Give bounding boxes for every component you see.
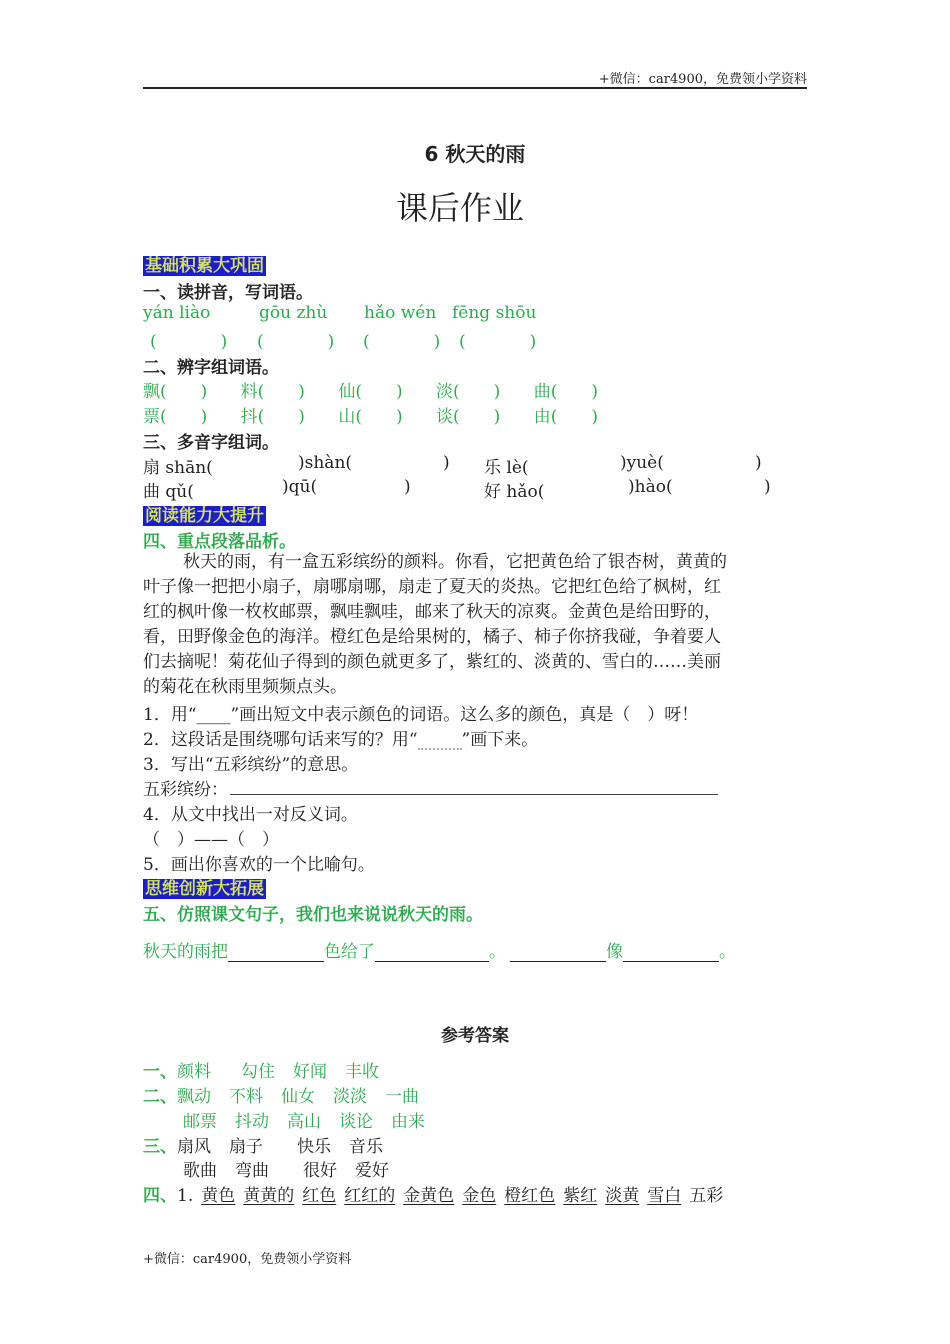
answer-4 — [143, 1181, 723, 1206]
q5-heading: 五、仿照课文句子，我们也来说说秋天的雨。 — [143, 905, 483, 925]
q1-pinyin-1: yán liào — [143, 303, 211, 323]
q2-paren[interactable]: ( ) — [257, 407, 305, 427]
section-thinking-tag — [143, 874, 266, 899]
q2-paren[interactable]: ( ) — [453, 407, 501, 427]
answer-word: 丰收 — [345, 1062, 379, 1082]
answer-word: 抖动 — [235, 1112, 269, 1132]
q5-text-5: 。 — [719, 942, 736, 962]
answer-word: 好闻 — [293, 1062, 327, 1082]
answer-word: 高山 — [287, 1112, 321, 1132]
q3-shan: 扇 shān( — [143, 458, 213, 478]
q2-paren[interactable]: ( ) — [160, 382, 208, 402]
q1-blank-1[interactable]: ( ) — [150, 332, 238, 352]
q2-char: 票 — [143, 407, 160, 427]
answer-4-prefix: 1. — [177, 1186, 194, 1206]
q4-sub3-answer-line[interactable] — [230, 794, 718, 795]
q5-text-4: 像 — [606, 942, 623, 962]
answer-3-row1 — [143, 1132, 383, 1157]
answer-color-word: 淡黄 — [605, 1186, 640, 1206]
answer-word: 爱好 — [355, 1161, 389, 1181]
answer-2-row2 — [183, 1107, 425, 1132]
q5-blank-3[interactable] — [510, 943, 606, 962]
passage-line: 红的枫叶像一枚枚邮票，飘哇飘哇，邮来了秋天的凉爽。金黄色是给田野的， — [143, 602, 721, 622]
q4-sub4: 4．从文中找出一对反义词。 — [143, 805, 358, 825]
answer-color-word: 紫红 — [563, 1186, 598, 1206]
q2-paren[interactable]: ( ) — [160, 407, 208, 427]
passage-line: 叶子像一把把小扇子，扇哪扇哪，扇走了夏天的炎热。它把红色给了枫树，红 — [143, 577, 721, 597]
answer-color-word: 黄黄的 — [243, 1186, 295, 1206]
q2-char: 由 — [533, 407, 551, 427]
answer-color-word: 雪白 — [647, 1186, 682, 1206]
q4-sub1: 1．用“____”画出短文中表示颜色的词语。这么多的颜色，真是（ ）呀！ — [143, 705, 699, 725]
answer-color-word: 金黄色 — [403, 1186, 455, 1206]
answer-word: 扇风 — [177, 1137, 211, 1157]
q3-close2: ) — [755, 453, 762, 473]
q1-heading: 一、读拼音，写词语。 — [143, 283, 313, 303]
answer-2-label: 二、 — [143, 1087, 177, 1107]
q5-blank-4[interactable] — [623, 943, 719, 962]
answer-word: 不料 — [229, 1087, 263, 1107]
q3-close3: ) — [404, 477, 411, 497]
answer-3-row2 — [183, 1156, 389, 1181]
q3-close4: ) — [764, 477, 771, 497]
answer-word: 颜料 — [177, 1062, 211, 1082]
q2-char: 仙 — [338, 382, 356, 402]
answer-word: 一曲 — [385, 1087, 419, 1107]
q1-blank-4[interactable]: ( ) — [459, 332, 547, 352]
q4-sub4-blank[interactable]: （ ）——（ ） — [143, 830, 279, 850]
answer-word: 仙女 — [281, 1087, 315, 1107]
q2-char: 抖 — [240, 407, 258, 427]
section-reading-tag — [143, 501, 266, 526]
q2-char: 曲 — [533, 382, 551, 402]
answer-color-word: 红红的 — [344, 1186, 396, 1206]
header-note: +微信：car4900，免费领小学资料 — [598, 72, 807, 87]
lesson-title: 6 秋天的雨 — [424, 142, 526, 166]
q2-paren[interactable]: ( ) — [550, 407, 598, 427]
q2-char: 料 — [240, 382, 258, 402]
answer-word: 由来 — [391, 1112, 425, 1132]
q2-heading: 二、辨字组词语。 — [143, 358, 279, 378]
q5-sentence — [143, 937, 736, 962]
passage-line: 们去摘呢！菊花仙子得到的颜色就更多了，紫红的、淡黄的、雪白的……美丽 — [143, 652, 721, 672]
q5-text-3: 。 — [489, 942, 506, 962]
q3-close1: ) — [443, 453, 450, 473]
passage-line: 秋天的雨，有一盒五彩缤纷的颜料。你看，它把黄色给了银杏树，黄黄的 — [183, 552, 727, 572]
answer-word: 勾住 — [241, 1062, 275, 1082]
section-basic-label: 基础积累大巩固 — [145, 256, 264, 276]
q3-le: 乐 lè( — [484, 458, 529, 478]
q1-blank-3[interactable]: ( ) — [363, 332, 451, 352]
q5-blank-2[interactable] — [375, 943, 489, 962]
q2-char: 山 — [338, 407, 356, 427]
q4-sub5: 5．画出你喜欢的一个比喻句。 — [143, 855, 375, 875]
q5-blank-1[interactable] — [228, 943, 324, 962]
q2-paren[interactable]: ( ) — [453, 382, 501, 402]
answer-1 — [143, 1057, 379, 1082]
answers-title: 参考答案 — [441, 1026, 509, 1046]
q2-paren[interactable]: ( ) — [550, 382, 598, 402]
answer-word: 很好 — [303, 1161, 337, 1181]
q2-row2 — [143, 402, 598, 427]
q3-qu2: )qū( — [282, 477, 318, 497]
q4-sub2-text-a: 2．这段话是围绕哪句话来写的？用“ — [143, 730, 418, 750]
answer-1-label: 一、 — [143, 1062, 177, 1082]
answer-word: 音乐 — [349, 1137, 383, 1157]
answer-word: 歌曲 — [183, 1161, 217, 1181]
answer-2-row1 — [143, 1082, 419, 1107]
footer-note: +微信：car4900，免费领小学资料 — [143, 1252, 352, 1267]
q4-sub2-text-b: ”画下来。 — [461, 730, 539, 750]
q2-row1 — [143, 377, 598, 402]
q3-shan2: )shàn( — [298, 453, 353, 473]
q3-qu: 曲 qǔ( — [143, 482, 194, 502]
header-rule — [143, 87, 807, 89]
answer-4-label: 四、 — [143, 1186, 177, 1206]
section-basic-tag — [143, 251, 266, 276]
section-reading-label: 阅读能力大提升 — [145, 506, 264, 526]
answer-word: 淡淡 — [333, 1087, 367, 1107]
answer-color-word: 红色 — [302, 1186, 337, 1206]
passage-line: 的菊花在秋雨里频频点头。 — [143, 677, 347, 697]
answer-word: 扇子 — [229, 1137, 263, 1157]
q2-paren[interactable]: ( ) — [257, 382, 305, 402]
page-title: 课后作业 — [395, 189, 524, 227]
q4-sub3-label: 五彩缤纷： — [143, 780, 228, 800]
wavy-line-icon — [418, 734, 462, 750]
q3-yue: )yuè( — [620, 453, 664, 473]
q2-paren[interactable]: ( ) — [355, 407, 403, 427]
answer-word: 邮票 — [183, 1112, 217, 1132]
q2-paren[interactable]: ( ) — [355, 382, 403, 402]
q4-sub3: 3．写出“五彩缤纷”的意思。 — [143, 755, 359, 775]
q1-pinyin-2: gōu zhù — [259, 303, 328, 323]
q1-pinyin-3: hǎo wén — [364, 303, 437, 323]
q2-char: 谈 — [436, 407, 454, 427]
q1-blank-2[interactable]: ( ) — [257, 332, 345, 352]
q4-heading: 四、重点段落品析。 — [143, 532, 296, 552]
answer-color-word: 橙红色 — [504, 1186, 556, 1206]
answer-3-label: 三、 — [143, 1137, 177, 1157]
answer-word: 弯曲 — [235, 1161, 269, 1181]
q2-char: 飘 — [143, 382, 160, 402]
section-thinking-label: 思维创新大拓展 — [145, 879, 264, 899]
q3-heading: 三、多音字组词。 — [143, 433, 279, 453]
answer-word: 谈论 — [339, 1112, 373, 1132]
q5-text-1: 秋天的雨把 — [143, 942, 228, 962]
q4-sub2 — [143, 725, 538, 750]
passage-line: 看，田野像金色的海洋。橙红色是给果树的，橘子、柿子你挤我碰，争着要人 — [143, 627, 721, 647]
q3-hao2: )hào( — [628, 477, 673, 497]
q1-pinyin-4: fēng shōu — [452, 303, 537, 323]
answer-word: 飘动 — [177, 1087, 211, 1107]
answer-word: 快乐 — [297, 1137, 331, 1157]
answer-4-tail: 五彩 — [689, 1186, 724, 1206]
answer-color-word: 金色 — [462, 1186, 497, 1206]
answer-color-word: 黄色 — [201, 1186, 236, 1206]
q2-char: 淡 — [436, 382, 454, 402]
q4-passage — [143, 550, 807, 700]
q5-text-2: 色给了 — [324, 942, 375, 962]
q3-hao: 好 hǎo( — [484, 482, 545, 502]
